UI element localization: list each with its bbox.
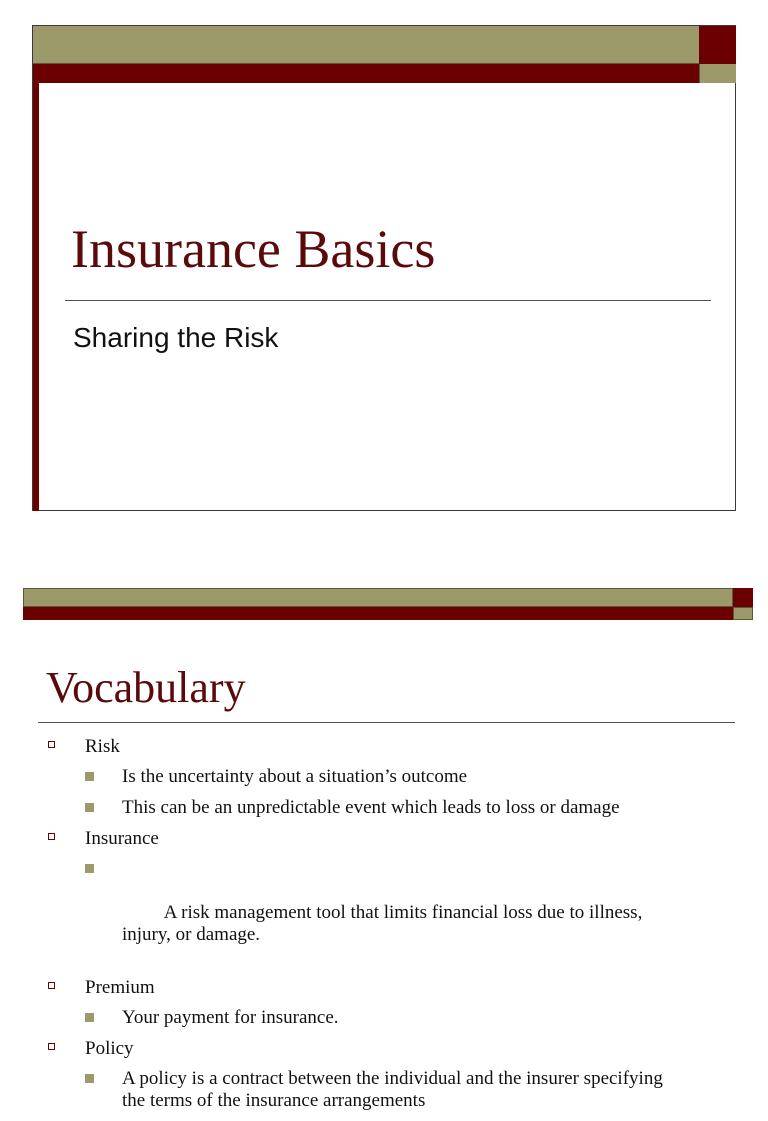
- header-maroon-strip: [33, 64, 699, 83]
- hollow-square-bullet-icon: [48, 1043, 55, 1050]
- hollow-square-bullet-icon: [48, 982, 55, 989]
- header-olive-band: [33, 26, 699, 64]
- list-item: [46, 736, 746, 819]
- square-bullet-icon: [85, 803, 94, 812]
- definition-text: Is the uncertainty about a situation’s outcome: [122, 766, 468, 787]
- header-maroon-strip: [23, 607, 733, 620]
- square-bullet-icon: [85, 864, 94, 873]
- definition-text: Your payment for insurance.: [122, 1007, 339, 1028]
- hollow-square-bullet-icon: [48, 741, 55, 748]
- list-item: [46, 977, 746, 1029]
- slide-subtitle: Sharing the Risk: [73, 322, 279, 353]
- title-divider: [65, 300, 711, 301]
- header-olive-corner: [699, 64, 736, 83]
- term-label: Policy: [85, 1038, 134, 1059]
- vocabulary-title: Vocabulary: [46, 663, 246, 712]
- list-item: [83, 858, 682, 968]
- title-slide: [32, 25, 736, 511]
- header-olive-corner: [733, 607, 753, 620]
- list-item: [46, 828, 746, 968]
- list-item: [83, 1068, 682, 1112]
- definition-text: A policy is a contract between the individual and the insurer specifying the terms of the insurance arrangements: [122, 1068, 663, 1111]
- definition-text: This can be an unpredictable event which leads to loss or damage: [122, 797, 620, 818]
- list-item: [83, 797, 722, 819]
- list-item: [83, 766, 682, 788]
- term-label: Insurance: [85, 828, 159, 849]
- definition-text: A risk management tool that limits financial loss due to illness, injury, or damage.: [122, 902, 648, 945]
- title-divider: [38, 722, 735, 723]
- term-label: Premium: [85, 977, 155, 998]
- square-bullet-icon: [85, 772, 94, 781]
- header-maroon-corner: [699, 26, 736, 64]
- square-bullet-icon: [85, 1074, 94, 1083]
- header-maroon-corner: [733, 588, 753, 607]
- header-olive-band: [23, 588, 733, 607]
- vocabulary-list: [46, 736, 746, 1121]
- square-bullet-icon: [85, 1013, 94, 1022]
- term-label: Risk: [85, 736, 120, 757]
- left-accent-bar: [33, 83, 39, 511]
- hollow-square-bullet-icon: [48, 833, 55, 840]
- slide-title: Insurance Basics: [71, 219, 436, 279]
- list-item: [83, 1007, 682, 1029]
- list-item: [46, 1038, 746, 1112]
